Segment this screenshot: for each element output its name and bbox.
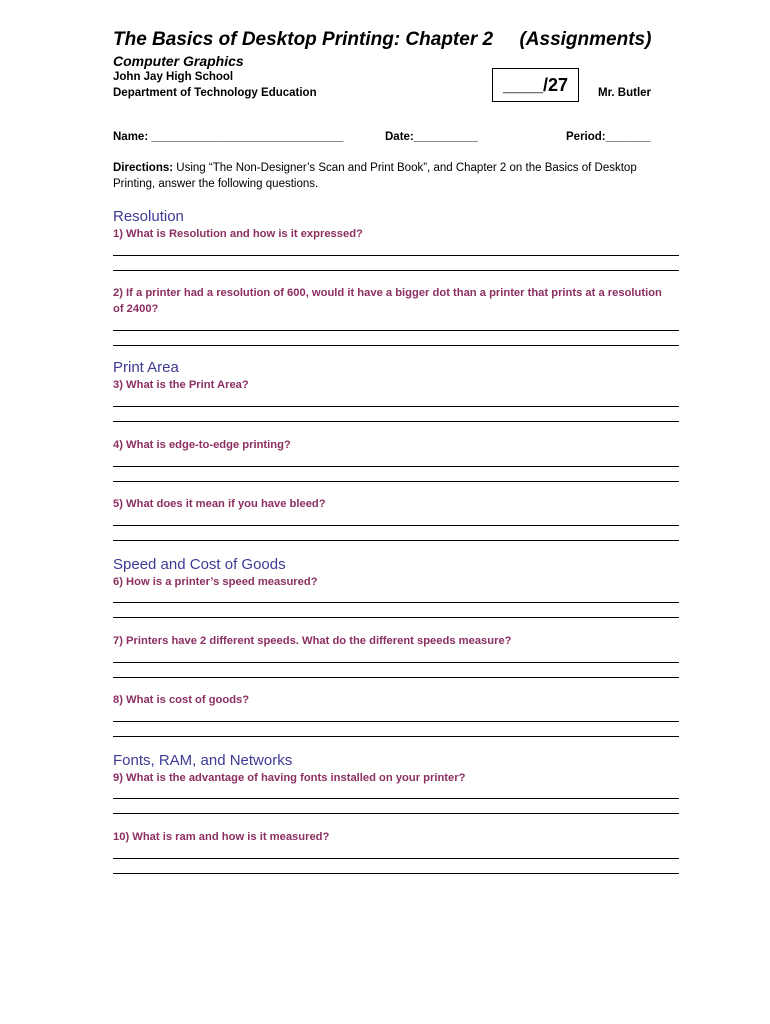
- answer-line[interactable]: [113, 421, 679, 422]
- question-6: 6) How is a printer’s speed measured?: [113, 576, 318, 588]
- section-heading-fonts-ram: Fonts, RAM, and Networks: [113, 752, 293, 769]
- answer-line[interactable]: [113, 540, 679, 541]
- answer-line[interactable]: [113, 617, 679, 618]
- question-1: 1) What is Resolution and how is it expressed?: [113, 228, 363, 240]
- answer-line[interactable]: [113, 525, 679, 526]
- score-box: ____/27: [492, 68, 579, 102]
- answer-line[interactable]: [113, 255, 679, 256]
- question-8: 8) What is cost of goods?: [113, 694, 250, 706]
- answer-line[interactable]: [113, 813, 679, 814]
- period-field[interactable]: Period:_______: [566, 131, 651, 143]
- date-field[interactable]: Date:__________: [385, 131, 478, 143]
- question-9: 9) What is the advantage of having fonts installed on your printer?: [113, 772, 466, 784]
- answer-line[interactable]: [113, 345, 679, 346]
- course-name: Computer Graphics: [113, 53, 244, 69]
- name-field[interactable]: Name: ______________________________: [113, 131, 344, 143]
- student-info-row: [113, 131, 679, 147]
- school-name: John Jay High School: [113, 71, 234, 83]
- department-name: Department of Technology Education: [113, 87, 317, 99]
- section-heading-speed-cost: Speed and Cost of Goods: [113, 556, 286, 573]
- answer-line[interactable]: [113, 406, 679, 407]
- answer-line[interactable]: [113, 873, 679, 874]
- section-heading-resolution: Resolution: [113, 208, 184, 225]
- document-title: The Basics of Desktop Printing: Chapter 2 (Assignments): [113, 29, 652, 50]
- directions-label: Directions:: [113, 162, 174, 174]
- question-4: 4) What is edge-to-edge printing?: [113, 439, 291, 451]
- answer-line[interactable]: [113, 677, 679, 678]
- question-10: 10) What is ram and how is it measured?: [113, 831, 330, 843]
- answer-line[interactable]: [113, 270, 679, 271]
- answer-line[interactable]: [113, 858, 679, 859]
- answer-line[interactable]: [113, 721, 679, 722]
- question-5: 5) What does it mean if you have bleed?: [113, 498, 326, 510]
- question-2: 2) If a printer had a resolution of 600, would it have a bigger dot than a printer that prints at a resolution of 2400?: [113, 287, 662, 315]
- answer-line[interactable]: [113, 330, 679, 331]
- answer-line[interactable]: [113, 602, 679, 603]
- answer-line[interactable]: [113, 736, 679, 737]
- answer-line[interactable]: [113, 466, 679, 467]
- directions: [113, 160, 673, 192]
- directions-text: Using “The Non-Designer’s Scan and Print Book”, and Chapter 2 on the Basics of Desktop Printing, answer the following questions.: [113, 162, 637, 190]
- answer-line[interactable]: [113, 798, 679, 799]
- section-heading-print-area: Print Area: [113, 359, 179, 376]
- question-3: 3) What is the Print Area?: [113, 379, 249, 391]
- answer-line[interactable]: [113, 481, 679, 482]
- teacher-name: Mr. Butler: [598, 87, 652, 99]
- answer-line[interactable]: [113, 662, 679, 663]
- question-7: 7) Printers have 2 different speeds. What do the different speeds measure?: [113, 635, 512, 647]
